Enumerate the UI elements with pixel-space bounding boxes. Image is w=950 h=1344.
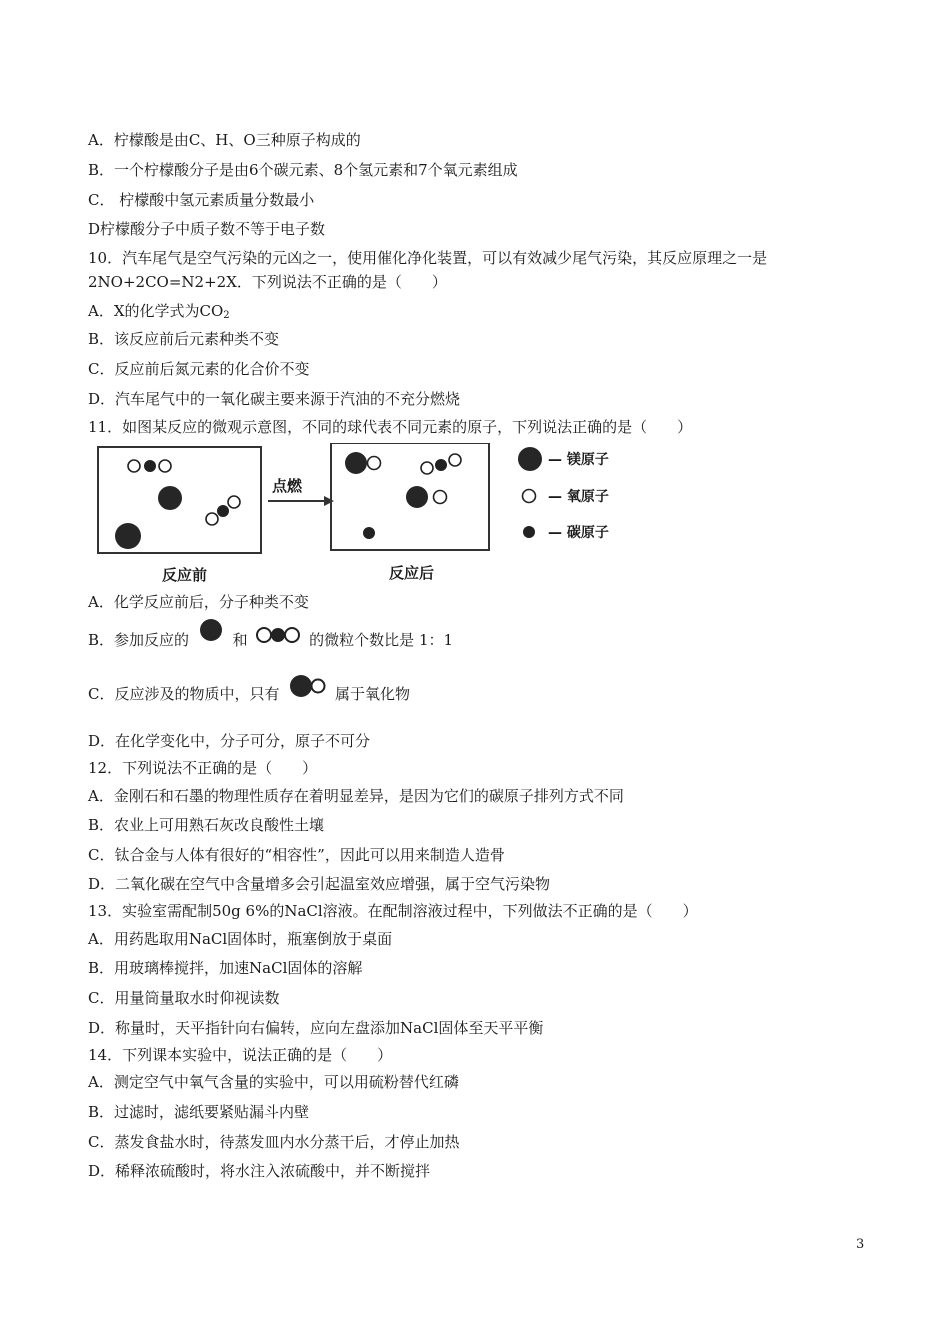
q11-option-c-prefix: C．反应涉及的物质中，只有 — [88, 685, 280, 703]
co2-molecule-before-1 — [128, 460, 171, 472]
q9-option-c: C． 柠檬酸中氢元素质量分数最小 — [88, 191, 315, 209]
q10-option-a-subscript: 2 — [223, 310, 230, 321]
q14-title: 14．下列课本实验中，说法正确的是（ ） — [88, 1046, 393, 1064]
q11-option-b — [88, 618, 453, 662]
q11-option-a: A．化学反应前后，分子种类不变 — [88, 593, 309, 611]
q14-option-b: B．过滤时，滤纸要紧贴漏斗内壁 — [88, 1103, 310, 1121]
q11-option-d: D．在化学变化中，分子可分，原子不可分 — [88, 732, 371, 750]
legend-c-marker — [523, 526, 535, 538]
reaction-diagram — [96, 443, 656, 583]
q13-option-b: B．用玻璃棒搅拌，加速NaCl固体的溶解 — [88, 959, 363, 977]
q10-title-line1: 10．汽车尾气是空气污染的元凶之一，使用催化净化装置，可以有效减少尾气污染，其反应原理之一是 — [88, 249, 768, 267]
q13-option-d: D．称量时，天平指针向右偏转，应向左盘添加NaCl固体至天平平衡 — [88, 1019, 544, 1037]
q10-option-d: D．汽车尾气中的一氧化碳主要来源于汽油的不充分燃烧 — [88, 390, 461, 408]
q10-option-c: C．反应前后氮元素的化合价不变 — [88, 360, 310, 378]
q11-option-c — [88, 672, 410, 716]
q13-option-a: A．用药匙取用NaCl固体时，瓶塞倒放于桌面 — [88, 930, 393, 948]
after-label: 反应后 — [389, 564, 435, 582]
q10-title-line2: 2NO+2CO=N2+2X．下列说法不正确的是（ ） — [88, 273, 447, 291]
mgo-molecule-after-2 — [406, 486, 447, 508]
mg-atom-icon — [197, 618, 225, 662]
q10-option-a-text: A．X的化学式为CO — [88, 302, 224, 320]
mg-atom-before-2 — [115, 523, 141, 549]
legend-c-label: — 碳原子 — [548, 525, 609, 541]
mg-atom-before-1 — [158, 486, 182, 510]
q9-option-a: A．柠檬酸是由C、H、O三种原子构成的 — [88, 131, 361, 149]
q12-option-d: D．二氧化碳在空气中含量增多会引起温室效应增强，属于空气污染物 — [88, 875, 551, 893]
arrow-label: 点燃 — [272, 477, 303, 495]
q11-title: 11．如图某反应的微观示意图，不同的球代表不同元素的原子，下列说法正确的是（ ） — [88, 418, 693, 436]
legend-o-label: — 氧原子 — [548, 489, 609, 505]
q13-option-c: C．用量筒量取水时仰视读数 — [88, 989, 280, 1007]
mgo-molecule-icon — [287, 672, 327, 716]
q12-option-a: A．金刚石和石墨的物理性质存在着明显差异，是因为它们的碳原子排列方式不同 — [88, 787, 624, 805]
legend-mg-marker — [518, 447, 542, 471]
q12-option-c: C．钛合金与人体有很好的“相容性”，因此可以用来制造人造骨 — [88, 846, 505, 864]
q9-option-b: B．一个柠檬酸分子是由6个碳元素、8个氢元素和7个氧元素组成 — [88, 161, 518, 179]
co2-molecule-icon — [255, 618, 301, 662]
q11-option-c-suffix: 属于氧化物 — [335, 685, 411, 703]
q14-option-d: D．稀释浓硫酸时，将水注入浓硫酸中，并不断搅拌 — [88, 1162, 431, 1180]
q9-option-d: D柠檬酸分子中质子数不等于电子数 — [88, 220, 326, 238]
co2-molecule-before-2 — [206, 496, 240, 525]
q11-option-b-mid: 和 — [232, 631, 248, 649]
q12-option-b: B．农业上可用熟石灰改良酸性土壤 — [88, 816, 325, 834]
q13-title: 13．实验室需配制50g 6%的NaCl溶液。在配制溶液过程中，下列做法不正确的是（ ） — [88, 902, 698, 920]
q11-option-b-suffix: 的微粒个数比是 1：1 — [309, 631, 454, 649]
q14-option-c: C．蒸发食盐水时，待蒸发皿内水分蒸干后，才停止加热 — [88, 1133, 460, 1151]
q11-option-b-prefix: B．参加反应的 — [88, 631, 190, 649]
legend-mg-label: — 镁原子 — [548, 452, 609, 468]
c-atom-after — [363, 527, 375, 539]
before-label: 反应前 — [162, 566, 208, 584]
co2-molecule-after — [421, 454, 461, 474]
q14-option-a: A．测定空气中氧气含量的实验中，可以用硫粉替代红磷 — [88, 1073, 459, 1091]
page-number: 3 — [856, 1237, 865, 1252]
q10-option-a — [88, 301, 230, 326]
mgo-molecule-after-1 — [345, 452, 381, 474]
q12-title: 12．下列说法不正确的是（ ） — [88, 759, 318, 777]
q10-option-b: B．该反应前后元素种类不变 — [88, 330, 280, 348]
legend-o-marker — [523, 490, 536, 503]
